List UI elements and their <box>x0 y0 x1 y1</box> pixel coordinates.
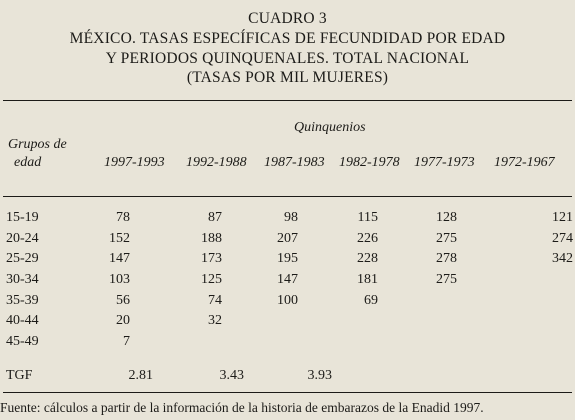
rate-cell: 128 <box>436 210 457 225</box>
rate-cell: 342 <box>552 251 573 266</box>
rate-cell: 152 <box>109 231 130 246</box>
rate-cell: 69 <box>364 293 378 308</box>
age-group-label: 30-34 <box>6 272 39 287</box>
period-header-3: 1987-1983 <box>264 155 325 170</box>
tgf-value-2: 3.43 <box>219 368 244 383</box>
rate-cell: 125 <box>201 272 222 287</box>
age-group-label: 15-19 <box>6 210 39 225</box>
source-note: Fuente: cálculos a partir de la información de la historia de embarazos de la Enadid 1997. <box>0 400 484 415</box>
age-group-header-line-1: Grupos de <box>8 137 67 152</box>
age-group-label: 45-49 <box>6 334 39 349</box>
tgf-value-1: 2.81 <box>128 368 153 383</box>
rate-cell: 147 <box>277 272 298 287</box>
rate-cell: 78 <box>116 210 130 225</box>
rate-cell: 173 <box>201 251 222 266</box>
header-rule <box>3 196 572 197</box>
table-title-line-3: (TASAS POR MIL MUJERES) <box>186 69 389 86</box>
rate-cell: 278 <box>436 251 457 266</box>
quinquenios-header: Quinquenios <box>294 120 366 135</box>
age-group-label: 20-24 <box>6 231 39 246</box>
rate-cell: 275 <box>436 231 457 246</box>
rate-cell: 188 <box>201 231 222 246</box>
table-row <box>0 293 575 313</box>
age-group-label: 35-39 <box>6 293 39 308</box>
rate-cell: 274 <box>552 231 573 246</box>
rate-cell: 103 <box>109 272 130 287</box>
rate-cell: 115 <box>357 210 378 225</box>
bottom-rule <box>3 392 572 393</box>
table-row <box>0 210 575 230</box>
age-group-header-line-2: edad <box>14 155 42 170</box>
tgf-row <box>0 368 575 388</box>
period-header-6: 1972-1967 <box>494 155 555 170</box>
table-row <box>0 334 575 354</box>
table-number: CUADRO 3 <box>248 10 327 27</box>
tgf-value-3: 3.93 <box>307 368 332 383</box>
rate-cell: 181 <box>357 272 378 287</box>
rate-cell: 195 <box>277 251 298 266</box>
age-group-label: 25-29 <box>6 251 39 266</box>
rate-cell: 74 <box>208 293 222 308</box>
period-header-2: 1992-1988 <box>186 155 247 170</box>
rate-cell: 56 <box>116 293 130 308</box>
rate-cell: 228 <box>357 251 378 266</box>
rate-cell: 32 <box>208 313 222 328</box>
rate-cell: 207 <box>277 231 298 246</box>
period-header-4: 1982-1978 <box>339 155 400 170</box>
age-group-label: 40-44 <box>6 313 39 328</box>
rate-cell: 100 <box>277 293 298 308</box>
tgf-label: TGF <box>6 368 33 383</box>
period-header-1: 1997-1993 <box>104 155 165 170</box>
rate-cell: 275 <box>436 272 457 287</box>
period-header-5: 1977-1973 <box>414 155 475 170</box>
rate-cell: 121 <box>552 210 573 225</box>
table-row <box>0 313 575 333</box>
table-row <box>0 251 575 271</box>
rate-cell: 87 <box>208 210 222 225</box>
table-title-line-1: MÉXICO. TASAS ESPECÍFICAS DE FECUNDIDAD POR EDAD <box>69 30 506 47</box>
rate-cell: 147 <box>109 251 130 266</box>
top-rule <box>3 100 572 101</box>
rate-cell: 226 <box>357 231 378 246</box>
rate-cell: 7 <box>123 334 130 349</box>
table-title-line-2: Y PERIODOS QUINQUENALES. TOTAL NACIONAL <box>105 50 470 67</box>
table-row <box>0 231 575 251</box>
rate-cell: 98 <box>284 210 298 225</box>
table-row <box>0 272 575 292</box>
rate-cell: 20 <box>116 313 130 328</box>
